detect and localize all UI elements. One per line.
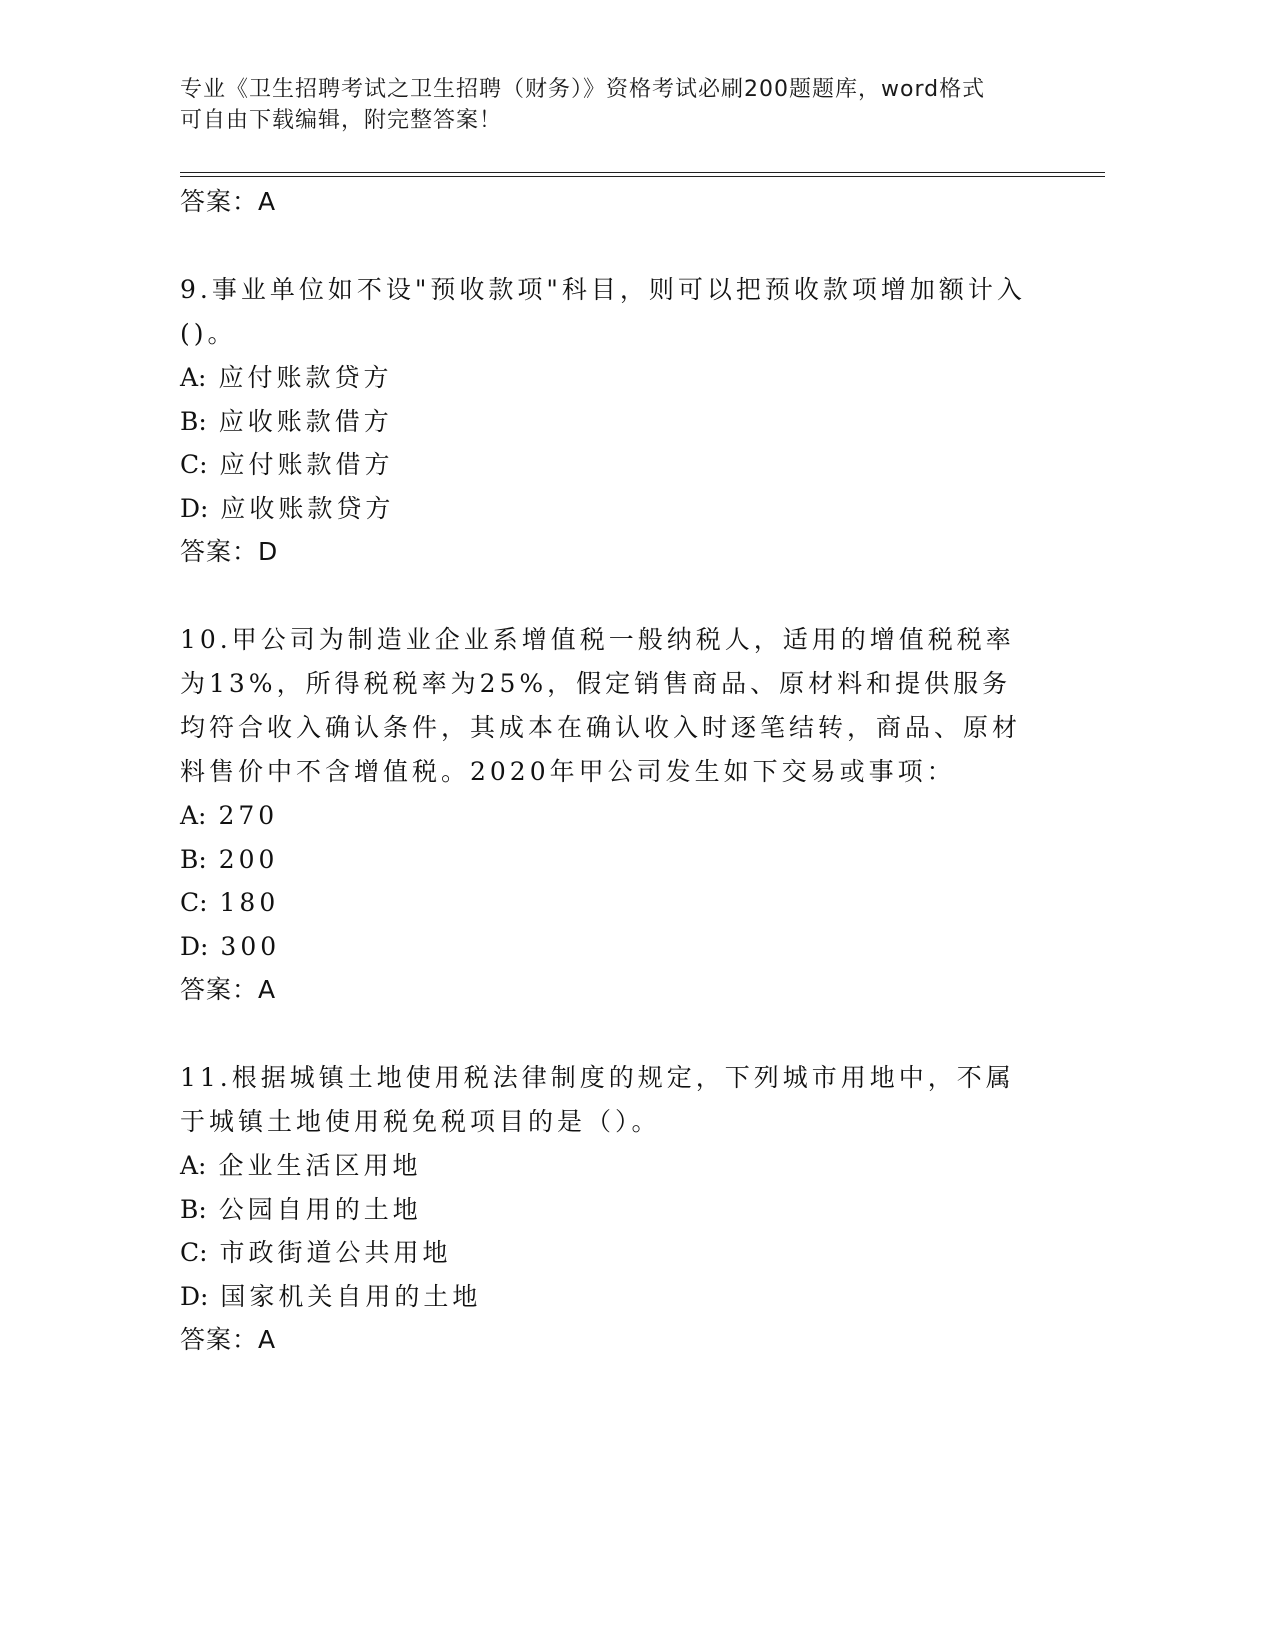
option-text: 应付账款贷方 [218,363,393,392]
question-text: 10.甲公司为制造业企业系增值税一般纳税人，适用的增值税税率为13%，所得税税率为25%，假定销售商品、原材料和提供服务均符合收入确认条件，其成本在确认收入时逐笔结转，商品、原材料售价中不含增值税。2020年甲公司发生如下交易或事项： [180,625,1022,786]
option-c [180,881,1060,925]
option-letter: A: [180,801,207,830]
header-rule-bottom [180,176,1105,177]
option-text: 180 [219,888,280,917]
option-d [180,1275,1060,1319]
option-letter: D: [180,493,209,523]
answer-line: 答案：D [180,537,279,566]
option-text: 公园自用的土地 [218,1194,422,1224]
option-text: 国家机关自用的土地 [220,1281,482,1311]
option-text: 应收账款借方 [218,406,393,436]
option-letter: A: [180,363,207,392]
spacer [180,574,1060,618]
option-b [180,838,1060,882]
option-text: 200 [218,844,279,874]
option-text: 企业生活区用地 [218,1151,422,1180]
option-letter: C: [180,888,208,917]
header-line-1: 专业《卫生招聘考试之卫生招聘（财务）》资格考试必刷200题题库，word格式 [180,77,986,102]
option-text: 市政街道公共用地 [219,1238,452,1267]
header-rule-top [180,172,1105,173]
page-header [180,74,1040,136]
option-c [180,443,1060,487]
option-letter: A: [180,1151,207,1180]
option-letter: D: [180,1281,209,1311]
spacer [180,224,1060,268]
option-d [180,925,1060,969]
option-a [180,794,1060,838]
question-text: 11.根据城镇土地使用税法律制度的规定，下列城市用地中，不属于城镇土地使用税免税项目的是（）。 [180,1063,1015,1136]
spacer [180,1012,1060,1056]
answer-line: 答案：A [180,1325,277,1354]
option-letter: B: [180,406,207,436]
option-b [180,400,1060,444]
option-d [180,487,1060,531]
option-letter: C: [180,1238,208,1267]
question-text: 9.事业单位如不设"预收款项"科目，则可以把预收款项增加额计入()。 [180,275,1026,348]
option-a [180,1144,1060,1188]
header-line-2: 可自由下载编辑，附完整答案！ [180,108,503,133]
option-letter: B: [180,844,207,874]
option-b [180,1188,1060,1232]
option-text: 应付账款借方 [219,450,394,479]
option-text: 270 [218,801,279,830]
question-list [180,180,1060,1362]
option-letter: B: [180,1194,207,1224]
option-text: 应收账款贷方 [220,493,395,523]
option-letter: C: [180,450,208,479]
answer-line: 答案：A [180,975,277,1004]
option-text: 300 [220,931,281,961]
answer-line: 答案：A [180,187,277,216]
option-a [180,356,1060,400]
option-letter: D: [180,931,209,961]
option-c [180,1231,1060,1275]
